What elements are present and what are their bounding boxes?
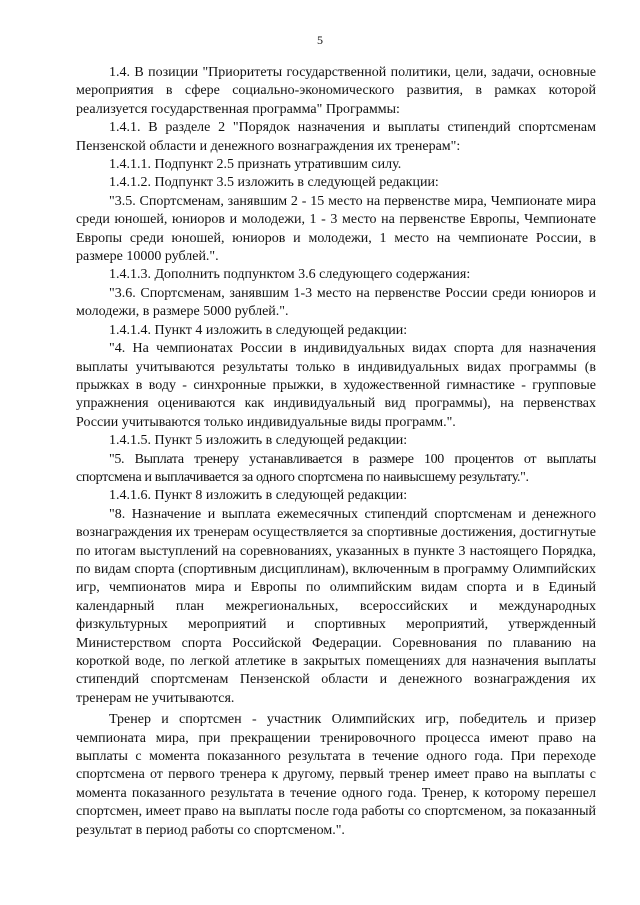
paragraph-1-4-1-6: 1.4.1.6. Пункт 8 изложить в следующей редакции: (109, 488, 408, 504)
page-number: 5 (317, 33, 323, 47)
document-body (76, 64, 596, 840)
paragraph-1-4-1-5: 1.4.1.5. Пункт 5 изложить в следующей редакции: (109, 433, 408, 449)
paragraph-1-4-1-4: 1.4.1.4. Пункт 4 изложить в следующей редакции: (109, 322, 408, 338)
quote-8: "8. Назначение и выплата ежемесячных стипендий спортсменам и денежного вознаграждения их тренерам осуществляется за спортивные достижения, достигнутые по итогам выступлений на соревнованиях, указанных в пункте 3 настоящего Порядка, по видам спорта (спортивным дисциплинам), включенным в программу Олимпийских игр, чемпионатов мира и Европы по олимпийским видам спорта и в Единый календарный план межрегиональных, всероссийских и международных физкультурных мероприятий и спортивных мероприятий, утвержденный Министерством спорта Российской Федерации. Соревнования по плаванию на короткой воде, по легкой атлетике в закрытых помещениях для назначения выплаты стипендий спортсменам Пензенской области и денежного вознаграждения их тренерам не учитываются. (76, 506, 596, 706)
paragraph-1-4-1-2: 1.4.1.2. Подпункт 3.5 изложить в следующей редакции: (109, 175, 439, 191)
quote-5: "5. Выплата тренеру устанавливается в размере 100 процентов от выплаты спортсмена и выплачивается за одного спортсмена по наивысшему результату.". (76, 451, 596, 485)
paragraph-1-4-1-1: 1.4.1.1. Подпункт 2.5 признать утратившим силу. (109, 157, 402, 173)
paragraph-1-4-1: 1.4.1. В разделе 2 "Порядок назначения и выплаты стипендий спортсменам Пензенской области и денежного вознаграждения их тренерам": (76, 120, 596, 154)
paragraph-1-4-1-3: 1.4.1.3. Дополнить подпунктом 3.6 следующего содержания: (109, 267, 471, 283)
quote-3-6: "3.6. Спортсменам, занявшим 1-3 место на первенстве России среди юниоров и молодежи, в размере 5000 рублей.". (76, 285, 596, 320)
paragraph-1-4: 1.4. В позиции "Приоритеты государственной политики, цели, задачи, основные мероприятия в сфере социально-экономического развития, в рамках которой реализуется государственная программа" Программы: (76, 65, 596, 117)
quote-4: "4. На чемпионатах России в индивидуальных видах спорта для назначения выплаты учитываются результаты только в индивидуальных видах программы (в прыжках в воду - синхронные прыжки, в художественной гимнастике - групповые упражнения оцениваются как индивидуальный вид программы), на первенствах России учитываются только индивидуальные виды программ.". (76, 341, 596, 430)
quote-3-5: "3.5. Спортсменам, занявшим 2 - 15 место на первенстве мира, Чемпионате мира среди юношей, юниоров и молодежи, 1 - 3 место на первенстве Европы, Чемпионате Европы среди юношей, юниоров и молодежи, 1 место на чемпионате России, в размере 10000 рублей.". (76, 193, 596, 265)
quote-8-continuation: Тренер и спортсмен - участник Олимпийских игр, победитель и призер чемпионата мира, при прекращении тренировочного процесса имеют право на выплаты с момента показанного результата в течение одного года. При переходе спортсмена от первого тренера к другому, первый тренер имеет право на выплаты с момента показанного результата в течение одного года. Тренер, к которому перешел спортсмен, имеет право на выплаты после года работы со спортсменом, за показанный результат в период работы со спортсменом.". (76, 712, 596, 838)
